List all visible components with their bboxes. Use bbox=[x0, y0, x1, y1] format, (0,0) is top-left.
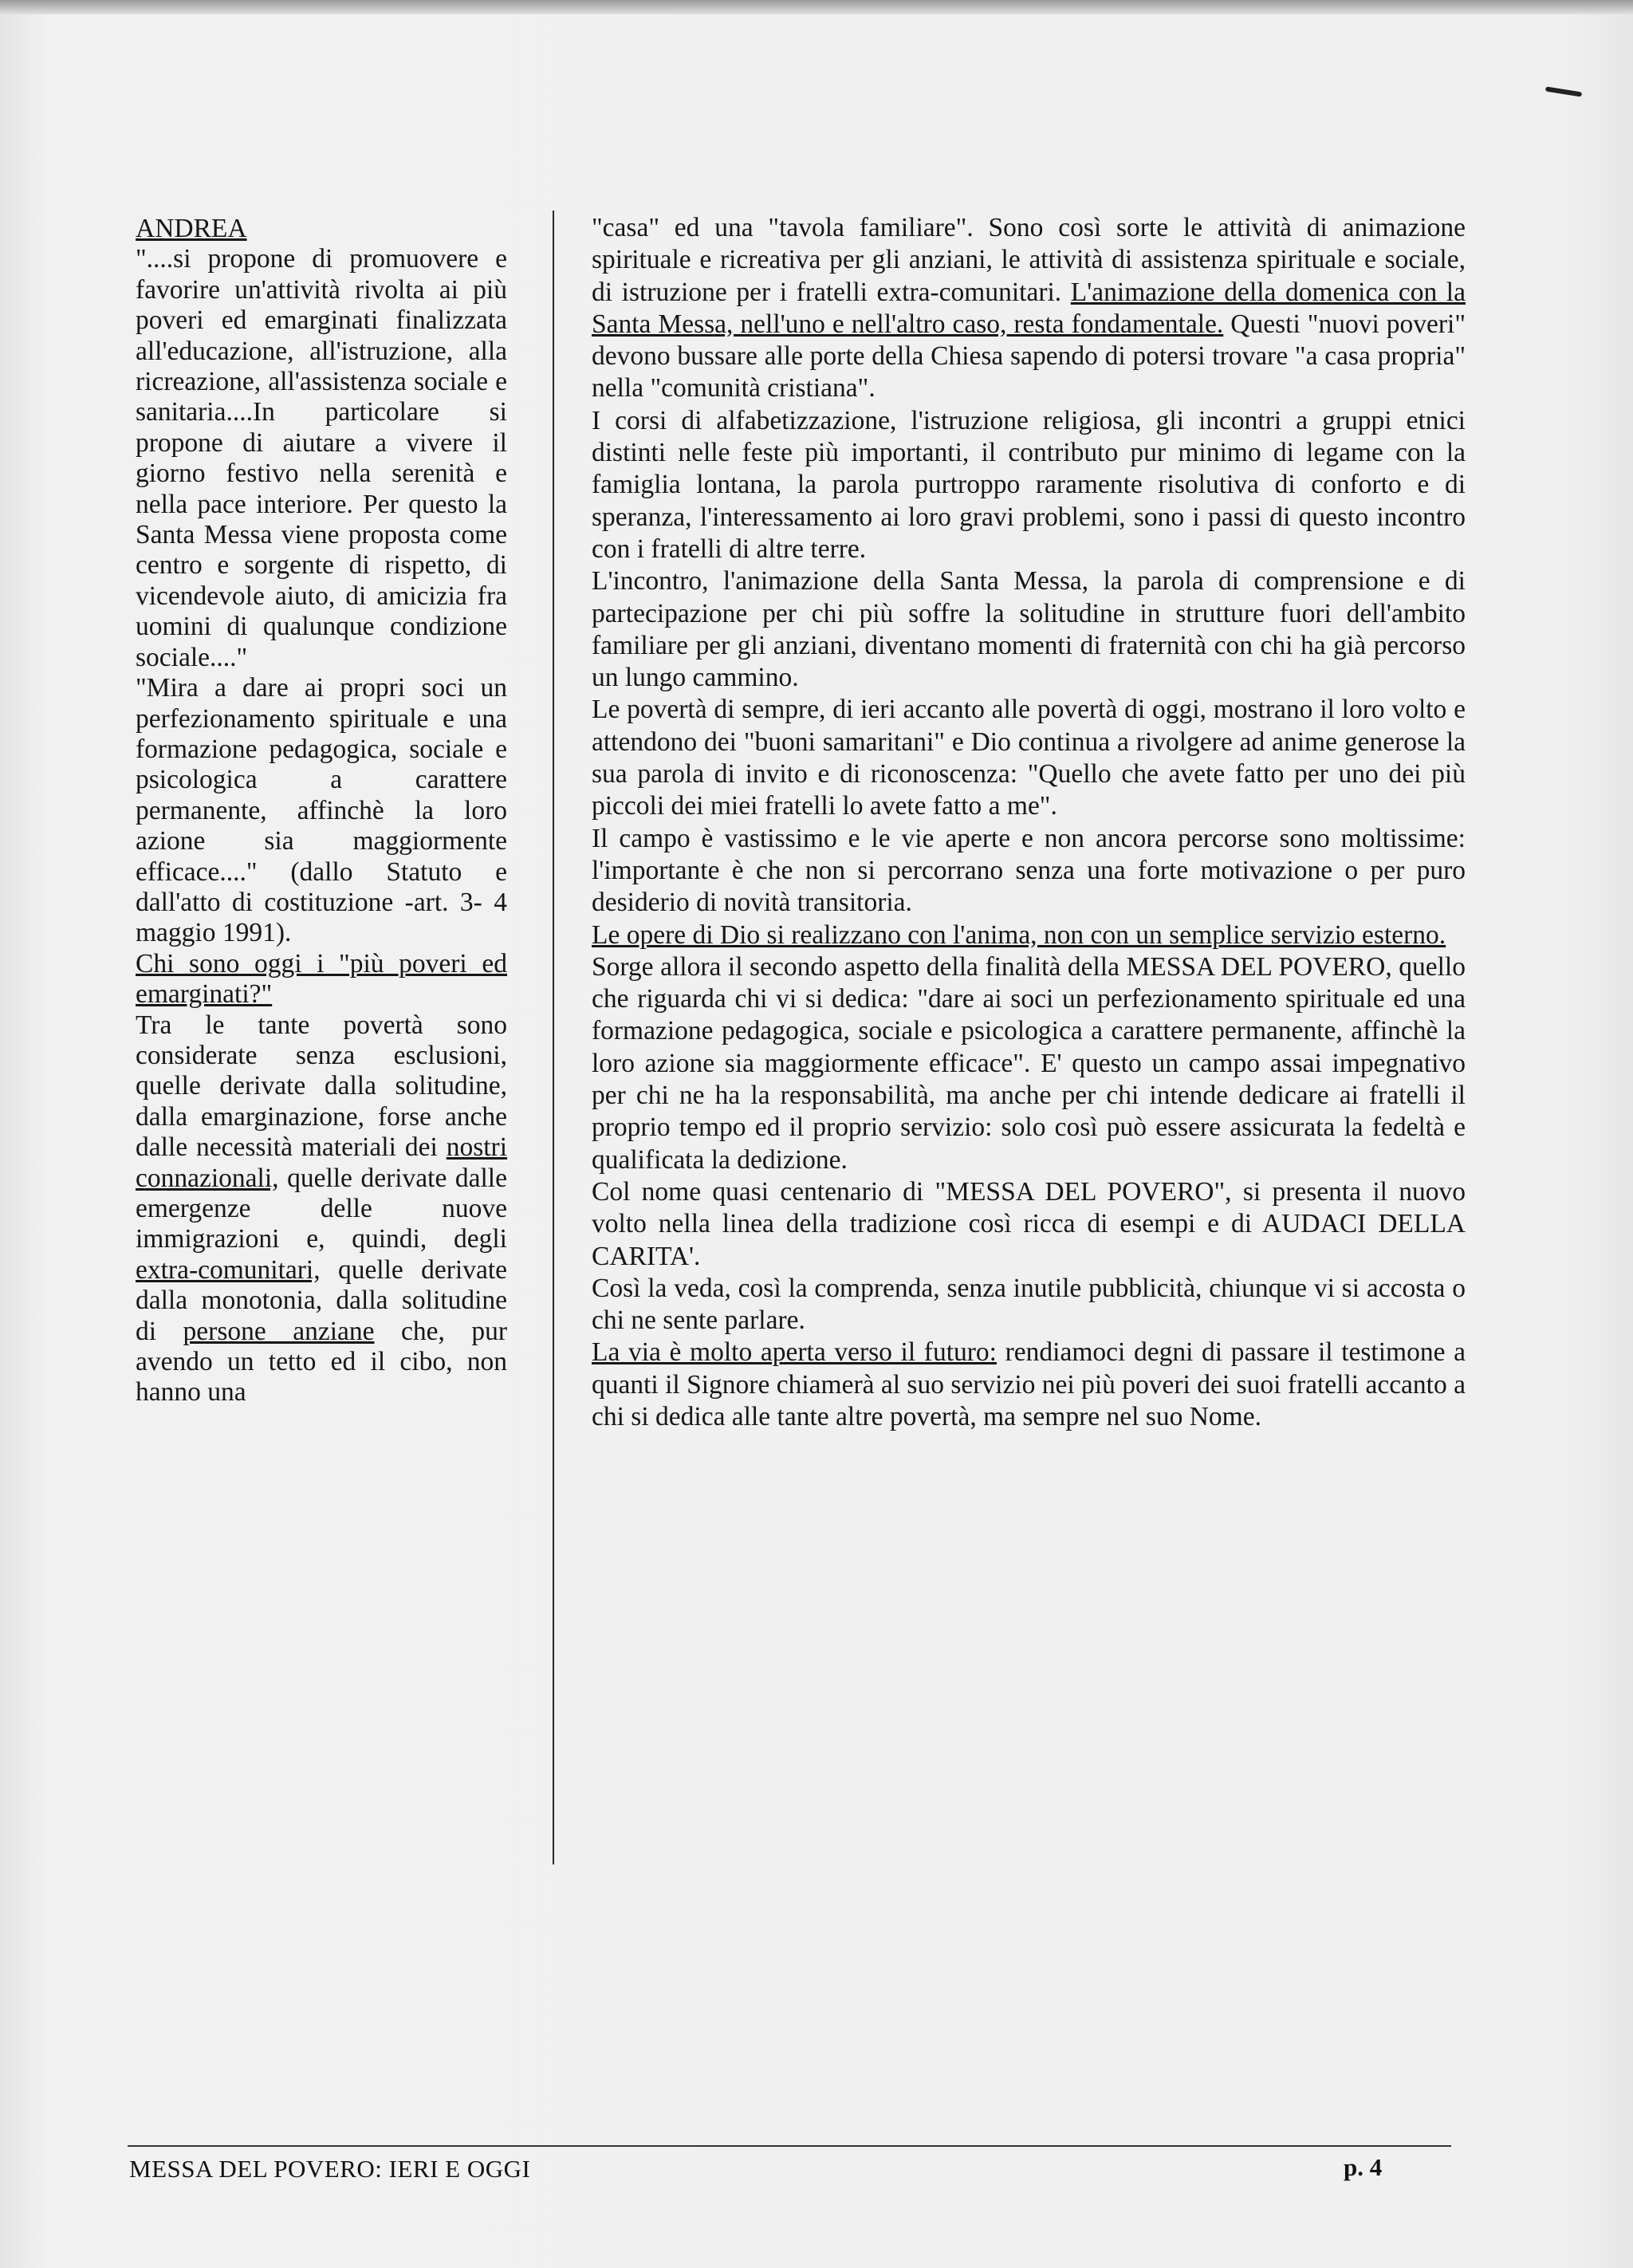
column-divider bbox=[553, 211, 554, 1864]
courses-paragraph: I corsi di alfabetizzazione, l'istruzione religiosa, gli incontri a gruppi etnici distinti nelle feste più importanti, il contributo pur minimo di legame con la famiglia lontana, la parola purtroppo raramente risolutiva di conforto e di speranza, l'interessamento ai loro gravi problemi, sono i passi di questo incontro con i fratelli di altre terre. bbox=[592, 405, 1466, 564]
encounter-paragraph: L'incontro, l'animazione della Santa Messa, la parola di comprensione e di partecipazione per chi più soffre la solitudine in strutture fuori dell'ambito familiare per gli anziani, diventano momenti di fraternità con chi ha già percorso un lungo cammino. bbox=[592, 566, 1466, 693]
second-aspect-paragraph: Sorge allora il secondo aspetto della finalità della MESSA DEL POVERO, quello che riguarda chi vi si dedica: "dare ai soci un perfezionamento spirituale ed una formazione pedagogica, sociale e psicologica a carattere permanente, affinchè la loro azione sia maggiormente efficace". E' questo un campo assai impegnativo per chi ne ha la responsabilità, ma anche per chi intende dedicare ai fratelli il proprio tempo ed il proprio servizio: solo così può essere assicurata la fedeltà e qualificata la dedizione. bbox=[592, 951, 1466, 1175]
field-paragraph: Il campo è vastissimo e le vie aperte e non ancora percorse sono moltissime: l'importante è che non si percorrano senza una forte motivazione o per puro desiderio di novità transitoria. bbox=[592, 823, 1466, 918]
right-column bbox=[592, 212, 1466, 1433]
text-run: Questi "nuovi poveri" devono bussare alle porte della Chiesa sapendo di potersi trovare "a casa propria" nella "comunità cristiana". bbox=[592, 309, 1466, 404]
statute-quote-paragraph: "....si propone di promuovere e favorire un'attività rivolta ai più poveri ed emarginati finalizzata all'educazione, all'istruzione, alla ricreazione, all'assistenza sociale e sanitaria....In particolare si propone di aiutare a vivere il giorno festivo nella serenità e nella pace interiore. Per questo la Santa Messa viene proposta come centro e sorgente di rispetto, di vicendevole aiuto, di amicizia fra uomini di qualunque condizione sociale...." bbox=[136, 244, 507, 672]
text-run: che, pur avendo un tetto ed il cibo, non hanno una bbox=[136, 1316, 507, 1408]
future-paragraph bbox=[592, 1337, 1466, 1433]
underlined-phrase: persone anziane bbox=[183, 1316, 375, 1346]
left-column bbox=[136, 214, 507, 1408]
page-number: p. 4 bbox=[1344, 2153, 1383, 2181]
text-run: quelle derivate dalla monotonia, dalla solitudine di bbox=[136, 1254, 507, 1346]
works-of-god-paragraph: Le opere di Dio si realizzano con l'anima, non con un semplice servizio esterno. bbox=[592, 919, 1446, 950]
footer-rule bbox=[128, 2145, 1451, 2147]
text-run: rendiamoci degni di passare il testimone a quanti il Signore chiamerà al suo servizio nei più poveri dei suoi fratelli accanto a chi si dedica alle tante altre povertà, ma sempre nel suo Nome. bbox=[592, 1337, 1466, 1431]
underlined-phrase: nostri connazionali, bbox=[136, 1132, 507, 1193]
text-run: "casa" ed una "tavola familiare". Sono così sorte le attività di animazione spirituale e ricreativa per gli anziani, le attività di assistenza spirituale e sociale, di istruzione per i fratelli extra-comunitari. bbox=[592, 213, 1466, 307]
text-run: Tra le tante povertà sono considerate senza esclusioni, quelle derivate dalla solitudine, dalla emarginazione, forse anche dalle necessità materiali dei bbox=[136, 1010, 507, 1163]
underlined-phrase: L'animazione della domenica con la Santa Messa, nell'uno e nell'altro caso, resta fondamentale. bbox=[592, 277, 1466, 339]
scan-top-edge bbox=[0, 0, 1633, 14]
poverty-today-paragraph: Le povertà di sempre, di ieri accanto alle povertà di oggi, mostrano il loro volto e attendono dei "buoni samaritani" e Dio continua a rivolgere ad anime generose la sua parola di invito e di riconoscenza: "Quello che avete fatto per uno dei più piccoli dei miei fratelli lo avete fatto a me". bbox=[592, 695, 1466, 821]
statute-quote-paragraph-2: "Mira a dare ai propri soci un perfezionamento spirituale e una formazione pedagogica, sociale e psicologica a carattere permanente, affinchè la loro azione sia maggiormente efficace...." (dallo Statuto e dall'atto di costituzione -art. 3- 4 maggio 1991). bbox=[136, 673, 507, 948]
underlined-phrase: La via è molto aperta verso il futuro: bbox=[592, 1337, 997, 1368]
underlined-phrase: extra-comunitari, bbox=[136, 1254, 321, 1285]
publicity-paragraph: Così la veda, così la comprenda, senza inutile pubblicità, chiunque vi si accosta o chi ne sente parlare. bbox=[592, 1273, 1466, 1336]
footer-title: MESSA DEL POVERO: IERI E OGGI bbox=[129, 2155, 531, 2183]
question-heading: Chi sono oggi i "più poveri ed emarginati?" bbox=[136, 948, 507, 1010]
section-heading: ANDREA bbox=[136, 214, 247, 243]
name-paragraph: Col nome quasi centenario di "MESSA DEL POVERO", si presenta il nuovo volto nella linea della tradizione così ricca di esempi e di AUDACI DELLA CARITA'. bbox=[592, 1176, 1466, 1271]
text-run: quelle derivate dalle emergenze delle nuove immigrazioni e, quindi, degli bbox=[136, 1163, 507, 1254]
poverty-paragraph bbox=[136, 1010, 507, 1408]
activities-paragraph bbox=[592, 212, 1466, 405]
